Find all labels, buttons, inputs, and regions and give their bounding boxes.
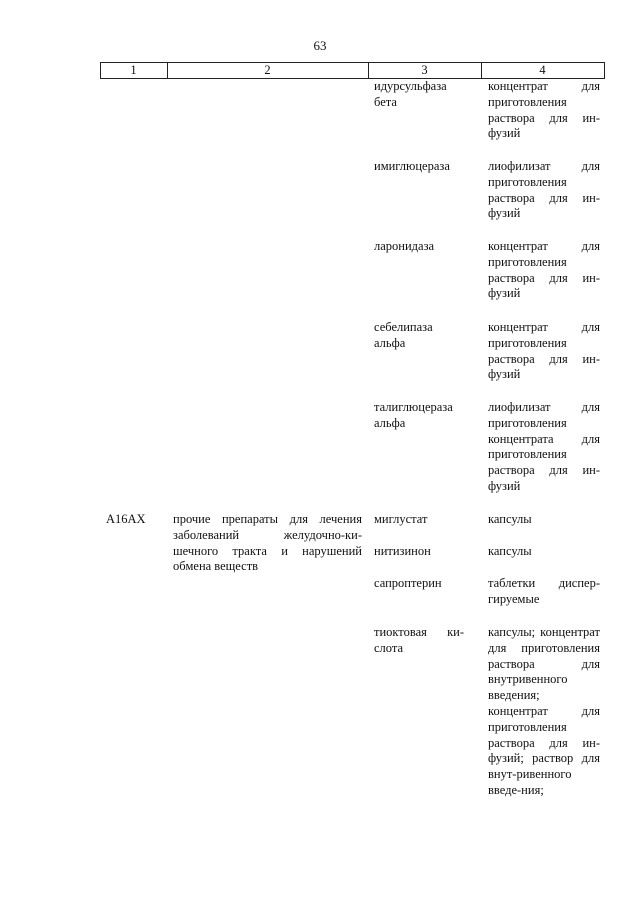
drug-name: ларонидаза	[374, 239, 435, 253]
dosage-form: капсулы	[488, 512, 532, 526]
drug-name: себелипаза альфа	[374, 320, 433, 350]
dosage-form: капсулы	[488, 544, 532, 558]
dosage-form: лиофилизат для приготовления концентрата для приготовления раствора для ин-фузий	[488, 400, 600, 493]
dosage-form: лиофилизат для приготовления раствора для ин-фузий	[488, 159, 600, 221]
drug-name: талиглюцераза альфа	[374, 400, 453, 430]
table-header-col-4: 4	[539, 63, 546, 77]
drug-name: сапроптерин	[374, 576, 442, 590]
drug-name: миглустат	[374, 512, 428, 526]
dosage-form: таблетки диспер-гируемые	[488, 576, 600, 606]
dosage-form: концентрат для приготовления раствора для ин-фузий	[488, 320, 600, 382]
atc-code: A16AX	[106, 512, 146, 526]
group-name: прочие препараты для лечения заболеваний желудочно-ки-шечного тракта и нарушений обмена веществ	[173, 512, 362, 574]
dosage-form: концентрат для приготовления раствора для ин-фузий	[488, 239, 600, 301]
drug-name: тиоктовая ки-слота	[374, 625, 464, 655]
drug-name: нитизинон	[374, 544, 431, 558]
page-number: 63	[313, 38, 327, 53]
dosage-form: концентрат для приготовления раствора для ин-фузий	[488, 79, 600, 141]
drug-name: идурсульфаза бета	[374, 79, 447, 109]
table-header-col-1: 1	[130, 63, 137, 77]
table-header-divider	[604, 62, 605, 78]
drug-name: имиглюцераза	[374, 159, 450, 173]
table-header-col-2: 2	[264, 63, 271, 77]
table-header-col-3: 3	[421, 63, 428, 77]
dosage-form: капсулы; концентрат для приготовления раствора для внутривенного введения; концентрат для приготовления раствора для ин-фузий; раствор для внут-ривенного введе-ния;	[488, 625, 600, 797]
